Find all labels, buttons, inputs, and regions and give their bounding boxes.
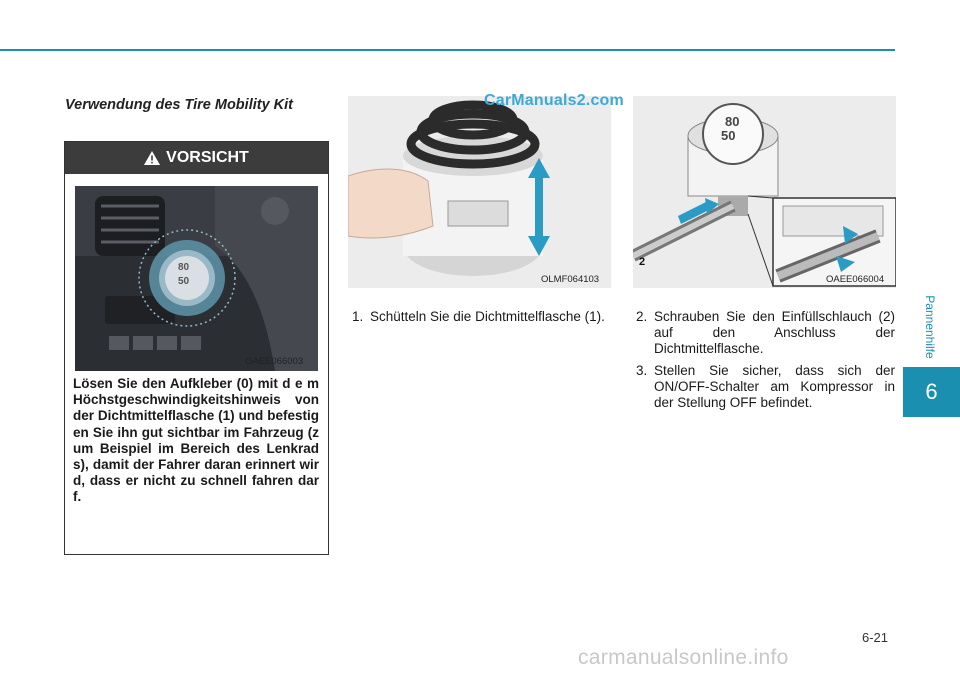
hose-label: 2 xyxy=(639,256,646,268)
sticker-bottom-value: 50 xyxy=(178,276,190,287)
figure2-code: OAEE066004 xyxy=(826,274,885,285)
figure1-code: OLMF064103 xyxy=(541,274,600,285)
step-2-number: 2. xyxy=(636,309,648,324)
warning-image-code: OAEE066003 xyxy=(245,356,304,367)
step-3 xyxy=(636,363,895,412)
top-rule xyxy=(0,49,895,51)
section-heading: Verwendung des Tire Mobility Kit xyxy=(65,97,293,113)
footer-watermark: carmanualsonline.info xyxy=(578,646,789,669)
step-3-number: 3. xyxy=(636,363,648,378)
gauge-top-value: 80 xyxy=(725,114,740,129)
page-number: 6-21 xyxy=(862,630,889,645)
step-2 xyxy=(636,309,895,358)
warning-triangle-icon xyxy=(144,151,160,165)
warning-text: Lösen Sie den Aufkleber (0) mit d e m Höchstgeschwindigkeitshinweis von der Dichtmittelflasche (1) und befestigen Sie ihn gut sichtbar im Fahrzeug (zum Beispiel im Bereich des Lenkrads), damit der Fahrer daran erinnert wird, dass er nicht zu schnell fahren darf. xyxy=(73,376,319,505)
chapter-tab: 6 xyxy=(903,367,960,417)
gauge-bottom-value: 50 xyxy=(721,128,736,143)
figure-shake-bottle xyxy=(348,96,611,288)
step-1-number: 1. xyxy=(352,309,364,324)
warning-header xyxy=(65,142,328,174)
dashboard-sticker-image xyxy=(75,186,318,371)
chapter-side-label xyxy=(915,290,945,370)
chapter-label-text: Pannenhilfe xyxy=(923,295,937,359)
step-2-text: Schrauben Sie den Einfüllschlauch (2) auf den Anschluss der Dichtmittelflasche. xyxy=(654,309,895,357)
step-3-text: Stellen Sie sicher, dass sich der ON/OFF-Schalter am Kompressor in der Stellung OFF befindet. xyxy=(654,363,895,411)
warning-box xyxy=(64,141,329,555)
watermark-top: CarManuals2.com xyxy=(484,92,624,109)
step-1 xyxy=(352,309,610,325)
figure-connect-hose xyxy=(633,96,896,288)
warning-title: VORSICHT xyxy=(166,149,249,166)
sticker-top-value: 80 xyxy=(178,262,190,273)
step-1-text: Schütteln Sie die Dichtmittelflasche (1). xyxy=(370,309,605,324)
